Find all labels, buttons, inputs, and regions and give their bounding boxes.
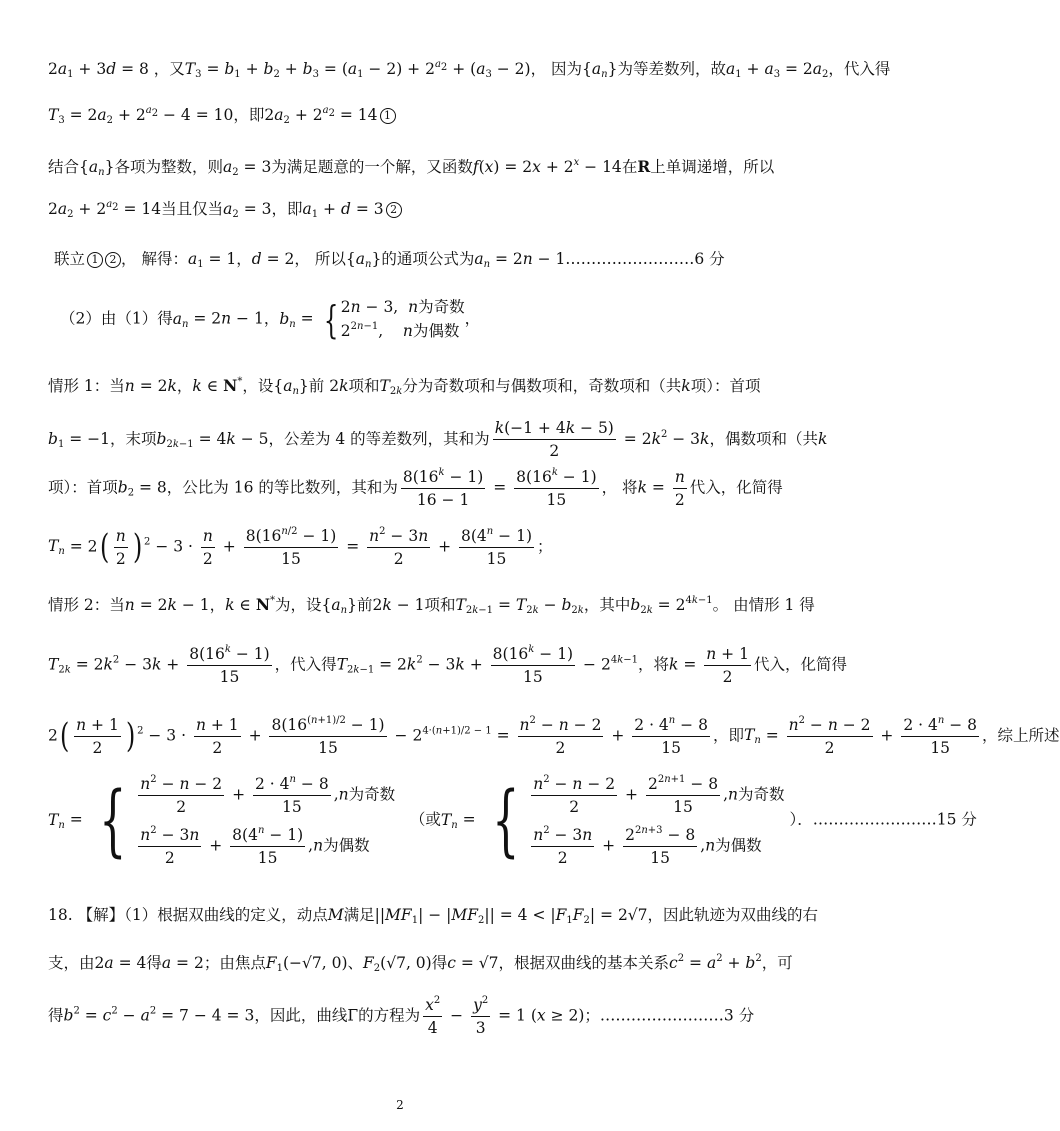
line-8: $b_1 = -1$，末项$b_{2k-1} = 4k - 5$，公差为 4 的等差数列，其和为 $\frac{k(-1 + 4k - 5)}{2}$ = $2k^2 - 3k$，偶数项和（共k [48,419,828,461]
line-7: 情形 1：当n = 2k，k ∈ N*，设$\{a_n\}$前 2k项和$T_{2k}$分为奇数项和与偶数项和，奇数项和（共k项）：首项 [48,376,761,397]
line-10: $T_n = 2$( $\frac{n}{2}$ ) $^2$ − 3 · $\frac{n}{2}$ + $\frac{8(16^{n/2} - 1)}{15}$ = $\frac{n^2 - 3n}{2}$ + $\frac{8(4^n - 1)}{15}$ ； [48,526,553,569]
line-5: 联立 1 2 ， 解得：$a_1 = 1$，d = 2， 所以$\{a_n\}$的通项公式为$a_n = 2n$ − 1.……………………6 分 [54,250,725,270]
line-9: 项）：首项$b_2 = 8$，公比为 16 的等比数列，其和为 $\frac{8(16^k - 1)}{16 - 1}$ = $\frac{8(16^k - 1)}{15}$ ， 将k = $\frac{n}{2}$ 代入，化简得 [48,467,783,510]
line-17: 得$b^2 = c^2 - a^2 = 7 - 4 = 3$，因此，曲线Γ的方程为 $\frac{x^2}{4}$ − $\frac{y^2}{3}$ = 1 (x ≥ 2)；……………………3 分 [48,995,755,1038]
line-16: 支，由2a = 4得a = 2；由焦点$F_1(-√7$, 0)、$F_2(√7$, 0)得c = √7，根据双曲线的基本关系$c^2 = a^2 + b^2$，可 [48,953,793,974]
line-4: $2a_2 + 2^{a_2} = 14$当且仅当$a_2 = 3$，即$a_1 + d = 3$ 2 [48,200,402,220]
line-6: （2）由（1）得$a_n = 2n - 1$，$b_n$ = { 2n − 3, n为奇数 $2^{2n-1}$, n为偶数 ， [60,297,481,342]
line-15: 18. 【解】（1）根据双曲线的定义，动点M满足$||MF_1| - |MF_2|| = 4 < |F_1F_2| = 2√7$，因此轨迹为双曲线的右 [48,906,819,926]
line-12: $T_{2k} = 2k^2 - 3k$ + $\frac{8(16^k - 1)}{15}$ ，代入得$T_{2k-1} = 2k^2 - 3k$ + $\frac{8(16^k - 1)}{15}$ − $2^{4k-1}$，将k = $\frac{n + 1}{2}$ 代入，化简得 [48,644,847,687]
line-2: $T_3 = 2a_2 + 2^{a_2} - 4 = 10$，即$2a_2 + 2^{a_2} = 14$ 1 [48,106,396,126]
line-11: 情形 2：当n = 2k − 1，k ∈ N*为，设$\{a_n\}$前2k − 1项和$T_{2k-1} = T_{2k} - b_{2k}$，其中$b_{2k} = 2^{4k-1}$。 由情形 1 得 [48,595,815,616]
line-1: $2a_1 + 3d = 8$ ，又$T_3 = b_1 + b_2 + b_3 = (a_1 - 2) + 2^{a_2} + (a_3 - 2)$， 因为$\{a_n\}$为等差数列，故$a_1 + a_3 = 2a_2$，代入得 [48,59,891,80]
line-13: 2( $\frac{n + 1}{2}$ ) $^2$ − 3 · $\frac{n + 1}{2}$ + $\frac{8(16^{(n+1)/2} - 1)}{15}$ − $2^{4\cdot(n+1)/2 - 1}$ = $\frac{n^2 - n - 2}{2}$ + $\frac{2 \cdot 4^n - 8}{15}$ ，即$T_n$ = $\frac{n^2 - n - 2}{2}$ + $\frac{2 \cdot 4^n - 8}{15}$ ，综上所述 [48,715,1060,758]
line-3: 结合$\{a_n\}$各项为整数，则$a_2 = 3$为满足题意的一个解，又函数$f(x) = 2x + 2^x - 14$在R上单调递增，所以 [48,157,775,178]
line-14: $T_n$ = { $\frac{n^2 - n - 2}{2}$ + $\frac{2 \cdot 4^n - 8}{15}$ ,n为奇数 $\frac{n^2 - 3n}{2}$ + $\frac{8(4^n - 1)}{15}$ ,n为偶数 （或$T_n$ = { $\frac{n^2 - n - 2}{2}$ + $\frac{2^{2n+1} - 8}{15}$ ,n为奇数 $\frac{n^2 - 3n}{2}$ + $\frac{2^{2n+3} - 8}{15}$ ,n为偶数 ）．……………………15 分 [48,774,977,867]
page-number: 2 [396,1098,404,1112]
